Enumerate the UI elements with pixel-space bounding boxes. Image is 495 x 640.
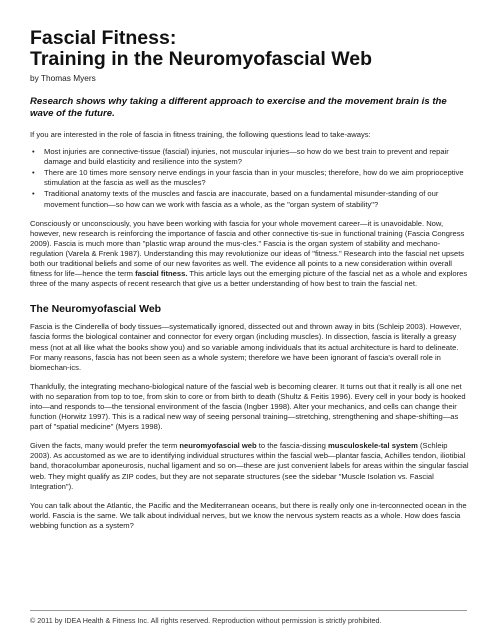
bullet-icon: • xyxy=(32,168,35,178)
paragraph-5: You can talk about the Atlantic, the Pacific and the Mediterranean oceans, but there is really only one in-terconnected ocean in the world. Fascia is the same. We talk about individual nerves, but we know the nervous system reacts as a whole. How does fascia webbing function as a system? xyxy=(30,500,467,530)
paragraph-3: Thankfully, the integrating mechano-biological nature of the fascial web is becoming clearer. It turns out that it really is all one net with no separation from top to toe, from skin to core or from birth to death (Shultz & Feitis 1996). Every cell in your body is hooked into—and responds to—the tensional environment of the fascia (Ingber 1998). Alter your mechanics, and cells can change their function (Horwitz 1997). This is a radical new way of seeing personal training—stretching, strengthening and shape-shifting—as part of "spatial medicine" (Myers 1998). xyxy=(30,381,466,432)
list-item: • Most injuries are connective-tissue (fascial) injuries, not muscular injuries—so how do we best train to prevent and repair damage and build elasticity and resilience into the system? xyxy=(32,147,449,167)
article-title xyxy=(30,28,470,70)
paragraph-4: Given the facts, many would prefer the term neuromyofascial web to the fascia-dissing musculoskele-tal system (Schleip 2003). As accustomed as we are to identifying individual structures within the fascial web—plantar fascia, Achilles tendon, iliotibial band, thoracolumbar aponeurosis, nuchal ligament and so on—these are just convenient labels for areas within the singular fascial web. They might qualify as ZIP codes, but they are not separate structures (see the sidebar "Muscle Isolation vs. Fascial Integration"). xyxy=(30,441,469,491)
section-heading: The Neuromyofascial Web xyxy=(30,303,162,316)
intro-paragraph: If you are interested in the role of fascia in fitness training, the following questions lead to take-aways: xyxy=(30,130,371,139)
title-line-2: Training in the Neuromyofascial Web xyxy=(30,48,373,70)
takeaway-list xyxy=(30,147,470,210)
footer-divider xyxy=(30,610,467,611)
copyright-footer: © 2011 by IDEA Health & Fitness Inc. All rights reserved. Reproduction without permission is strictly prohibited. xyxy=(30,616,382,625)
paragraph-2: Fascia is the Cinderella of body tissues—systematically ignored, dissected out and thrown away in bits (Schleip 2003). However, fascia forms the biological container and connector for every organ (including muscles). In dissection, fascia is literally a greasy mess (not at all like what the books show you) and so variable among individuals that its actual architecture is hard to delineate. For many reasons, fascia has not been seen as a whole system; therefore we have been ignorant of fascia's overall role in biomechan-ics. xyxy=(30,322,462,372)
list-item: • There are 10 times more sensory nerve endings in your fascia than in your muscles; therefore, how do we aim proprioceptive stimulation at the fascia as well as the muscles? xyxy=(32,168,464,188)
article xyxy=(30,28,470,531)
lede: Research shows why taking a different approach to exercise and the movement brain is the wave of the future. xyxy=(30,96,447,119)
list-item: • Traditional anatomy texts of the muscles and fascia are inaccurate, based on a fundamental misunder-standing of our movement function—so how can we work with fascia as a whole, as the "organ system of stability"? xyxy=(32,189,439,209)
title-line-1: Fascial Fitness: xyxy=(30,27,177,49)
bullet-icon: • xyxy=(32,189,35,199)
paragraph-1: Consciously or unconsciously, you have been working with fascia for your whole movement career—it is unavoidable. Now, however, new research is reinforcing the importance of fascia and other connective tis-sue in functional training (Fascia Congress 2009). Fascia is much more than "plastic wrap around the mus-cles." Fascia is the organ system of stability and mechano-regulation (Varela & Frenk 1987). Understanding this may revolutionize our ideas of "fitness." Research into the fascial net upsets both our traditional beliefs and some of our new favorites as well. The evidence all points to a new consideration within overall fitness for life—hence the term fascial fitness. This article lays out the emerging picture of the fascial net as a whole and explores three of the many aspects of recent research that give us a better understanding of how best to train the fascial net. xyxy=(30,218,468,289)
bullet-icon: • xyxy=(32,147,35,157)
byline: by Thomas Myers xyxy=(30,73,96,83)
